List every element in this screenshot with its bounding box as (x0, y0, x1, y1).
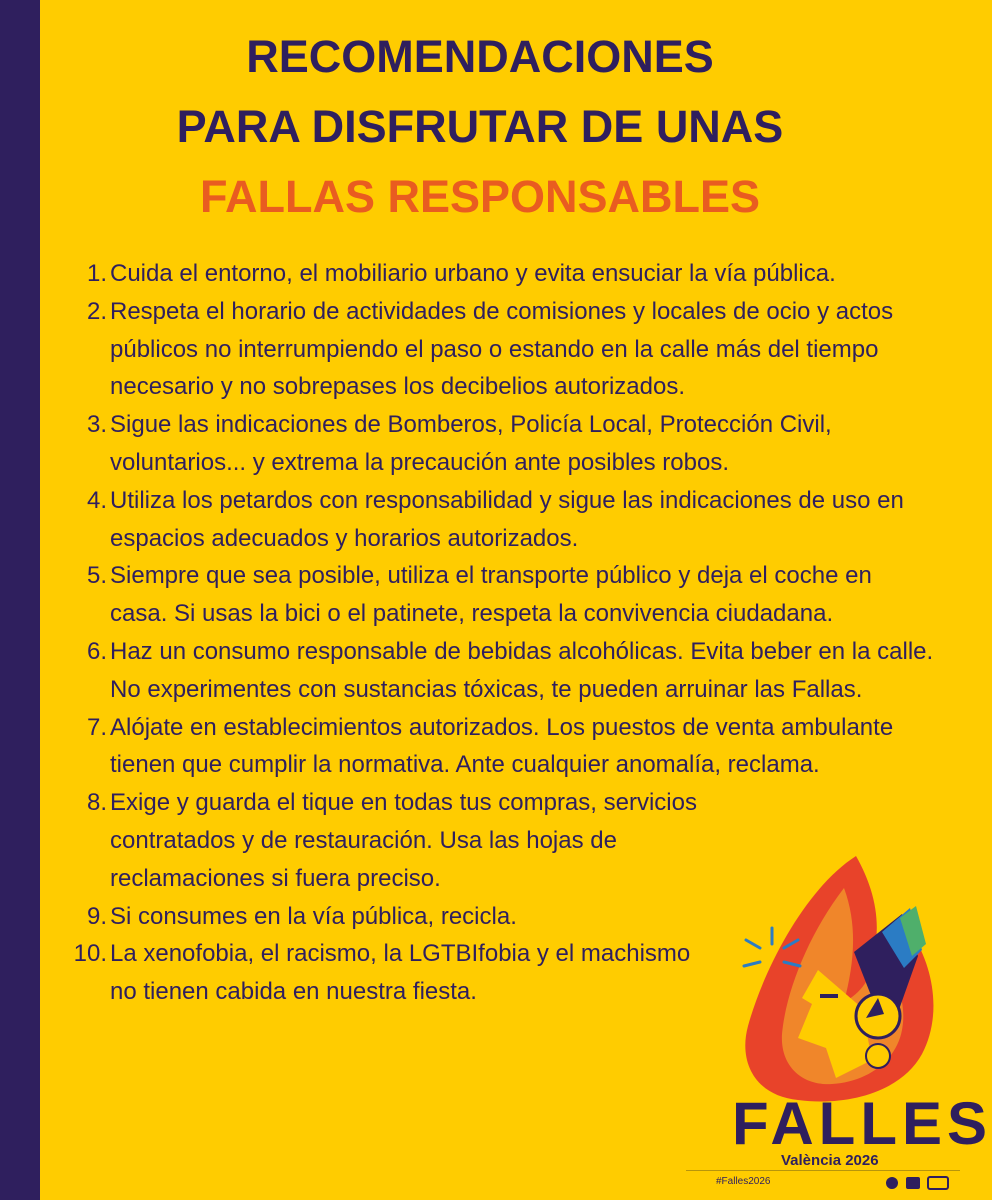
title-line-2: PARA DISFRUTAR DE UNAS (176, 101, 784, 152)
title-line-3: FALLAS RESPONSABLES (199, 171, 761, 222)
item-text: La xenofobia, el racismo, la LGTBIfobia y el machismo no tienen cabida en nuestra fiesta. (110, 940, 691, 1006)
list-item (64, 709, 934, 785)
item-number: 8. (86, 789, 107, 817)
list-item (64, 557, 934, 633)
item-text: Alójate en establecimientos autorizados. Los puestos de venta ambulante tienen que cumplir la normativa. Ante cualquier anomalía, reclama. (110, 713, 894, 779)
list-item (64, 406, 934, 482)
item-number: 6. (86, 637, 107, 665)
list-item (64, 633, 934, 709)
item-number: 10. (73, 940, 107, 968)
item-number: 9. (86, 902, 107, 930)
logo-word: FALLES (732, 1090, 992, 1157)
falles-logo (686, 848, 992, 1200)
page-title (40, 22, 920, 232)
item-number: 7. (86, 713, 107, 741)
side-bar (0, 0, 40, 1200)
item-number: 5. (86, 562, 107, 590)
fallera-profile-logo (686, 848, 960, 1108)
item-number: 1. (86, 260, 107, 287)
item-text: Sigue las indicaciones de Bomberos, Policía Local, Protección Civil, voluntarios... y extrema la precaución ante posibles robos. (110, 411, 832, 476)
item-number: 2. (86, 297, 107, 325)
city-council-emblems (884, 1174, 954, 1192)
list-item (64, 293, 934, 406)
logo-subtitle: València 2026 (781, 1152, 879, 1169)
item-number: 4. (86, 486, 107, 514)
item-text: Si consumes en la vía pública, recicla. (110, 902, 517, 930)
title-line-1: RECOMENDACIONES (246, 31, 714, 82)
hashtag: #Falles2026 (716, 1176, 771, 1187)
item-number: 3. (86, 411, 107, 439)
item-text: Exige y guarda el tique en todas tus compras, servicios contratados y de restauración. Usa las hojas de reclamaciones si fuera preciso. (110, 789, 697, 892)
list-item (64, 255, 934, 293)
footer-divider (686, 1170, 960, 1171)
item-text: Utiliza los petardos con responsabilidad y sigue las indicaciones de uso en espacios adecuados y horarios autorizados. (110, 486, 904, 552)
item-text: Siempre que sea posible, utiliza el transporte público y deja el coche en casa. Si usas la bici o el patinete, respeta la convivencia ciudadana. (110, 562, 872, 628)
item-text: Haz un consumo responsable de bebidas alcohólicas. Evita beber en la calle. No experimentes con sustancias tóxicas, te pueden arruinar las Fallas. (110, 637, 934, 703)
item-text: Cuida el entorno, el mobiliario urbano y evita ensuciar la vía pública. (110, 260, 836, 287)
item-text: Respeta el horario de actividades de comisiones y locales de ocio y actos públicos no interrumpiendo el paso o estando en la calle más del tiempo necesario y no sobrepases los decibelios autorizados. (110, 297, 894, 401)
list-item (64, 482, 934, 558)
